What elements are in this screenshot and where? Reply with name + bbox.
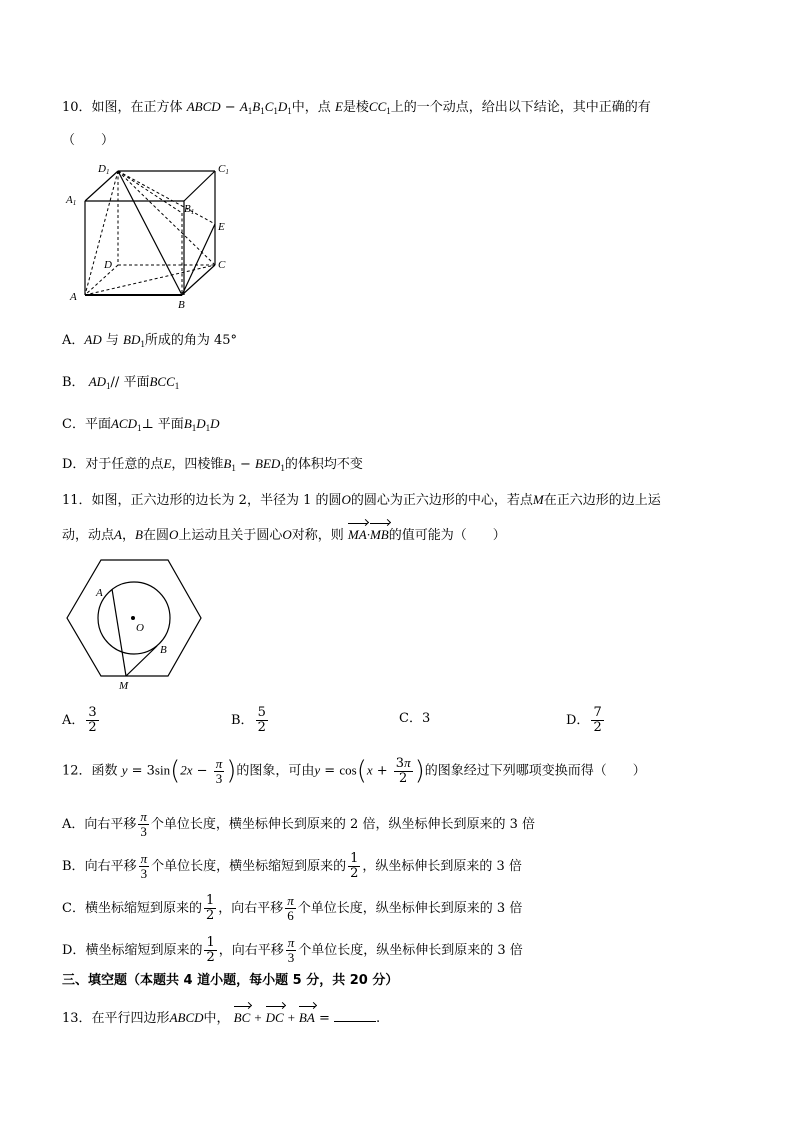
label-a1: A1 — [66, 194, 77, 207]
q10-option-a[interactable]: A．AD 与 $BD_1$所成的角为 45° — [62, 332, 238, 349]
label-b1: B1 — [184, 203, 195, 216]
q11-option-a[interactable]: A． $\frac{3}{2}$ — [62, 705, 97, 735]
label-a: A — [96, 587, 103, 599]
q11-stem-line2: 动，动点A，B在圆O上运动且关于圆心O对称，则 MA·MB的值可能为（ ） — [62, 527, 506, 543]
q10-paren: （ ） — [62, 133, 115, 148]
label-d: D — [104, 259, 112, 271]
cube-figure — [60, 158, 240, 310]
label-e: E — [218, 221, 225, 233]
q12-option-a[interactable]: A．向右平移 $\frac{\pi}{3}$ 个单位长度，横坐标伸长到原来的 2 倍，纵坐标伸长到原来的 3 倍 — [62, 809, 535, 839]
label-c1: C1 — [218, 163, 229, 176]
label-a: A — [70, 291, 77, 303]
q12-option-c[interactable]: C．横坐标缩短到原来的 $\frac{1}{2}$ ，向右平移 $\frac{\pi}{6}$ 个单位长度，纵坐标伸长到原来的 3 倍 — [62, 893, 523, 923]
hexagon-figure — [60, 556, 210, 696]
label-o: O — [136, 622, 144, 634]
q10-option-b[interactable]: B． $AD_1//$ 平面$BCC_1$ — [62, 374, 180, 391]
q11-option-c[interactable]: C．3 — [399, 711, 431, 726]
q13-stem: 13．在平行四边形ABCD中， BC + DC + BA = . — [62, 1010, 381, 1026]
label-b: B — [160, 644, 167, 656]
section-3-heading: 三、填空题（本题共 4 道小题，每小题 5 分，共 20 分） — [62, 973, 399, 988]
label-d1: D1 — [98, 163, 110, 176]
q11-option-b[interactable]: B． $\frac{5}{2}$ — [231, 705, 266, 735]
label-c: C — [218, 259, 226, 271]
label-b: B — [178, 299, 185, 310]
q10-stem: 10．如图，在正方体 ABCD − $A_1B_1C_1D_1$中，点 E是棱$CC_1$上的一个动点，给出以下结论，其中正确的有 — [62, 99, 651, 116]
q12-option-b[interactable]: B．向右平移 $\frac{\pi}{3}$ 个单位长度，横坐标缩短到原来的 $\frac{1}{2}$ ，纵坐标伸长到原来的 3 倍 — [62, 851, 522, 881]
q13-answer-blank[interactable] — [334, 1009, 376, 1022]
label-m: M — [119, 680, 129, 692]
q10-option-d[interactable]: D．对于任意的点E，四棱锥$B_1 - BED_1$的体积均不变 — [62, 456, 363, 473]
q11-stem-line1: 11．如图，正六边形的边长为 2，半径为 1 的圆O的圆心为正六边形的中心，若点M在正六边形的边上运 — [62, 492, 661, 508]
q12-option-d[interactable]: D．横坐标缩短到原来的 $\frac{1}{2}$ ，向右平移 $\frac{\pi}{3}$ 个单位长度，纵坐标伸长到原来的 3 倍 — [62, 935, 523, 965]
q12-stem: 12．函数 y = 3sin(2x − $\frac{\pi}{3}$ )的图象，可由y = cos(x + $\frac{3\pi}{2}$ )的图象经过下列哪项变换而得（ ） — [62, 755, 646, 786]
q11-option-d[interactable]: D． $\frac{7}{2}$ — [566, 705, 602, 735]
q10-option-c[interactable]: C．平面$ACD_1\perp$ 平面$B_1D_1D$ — [62, 416, 220, 433]
